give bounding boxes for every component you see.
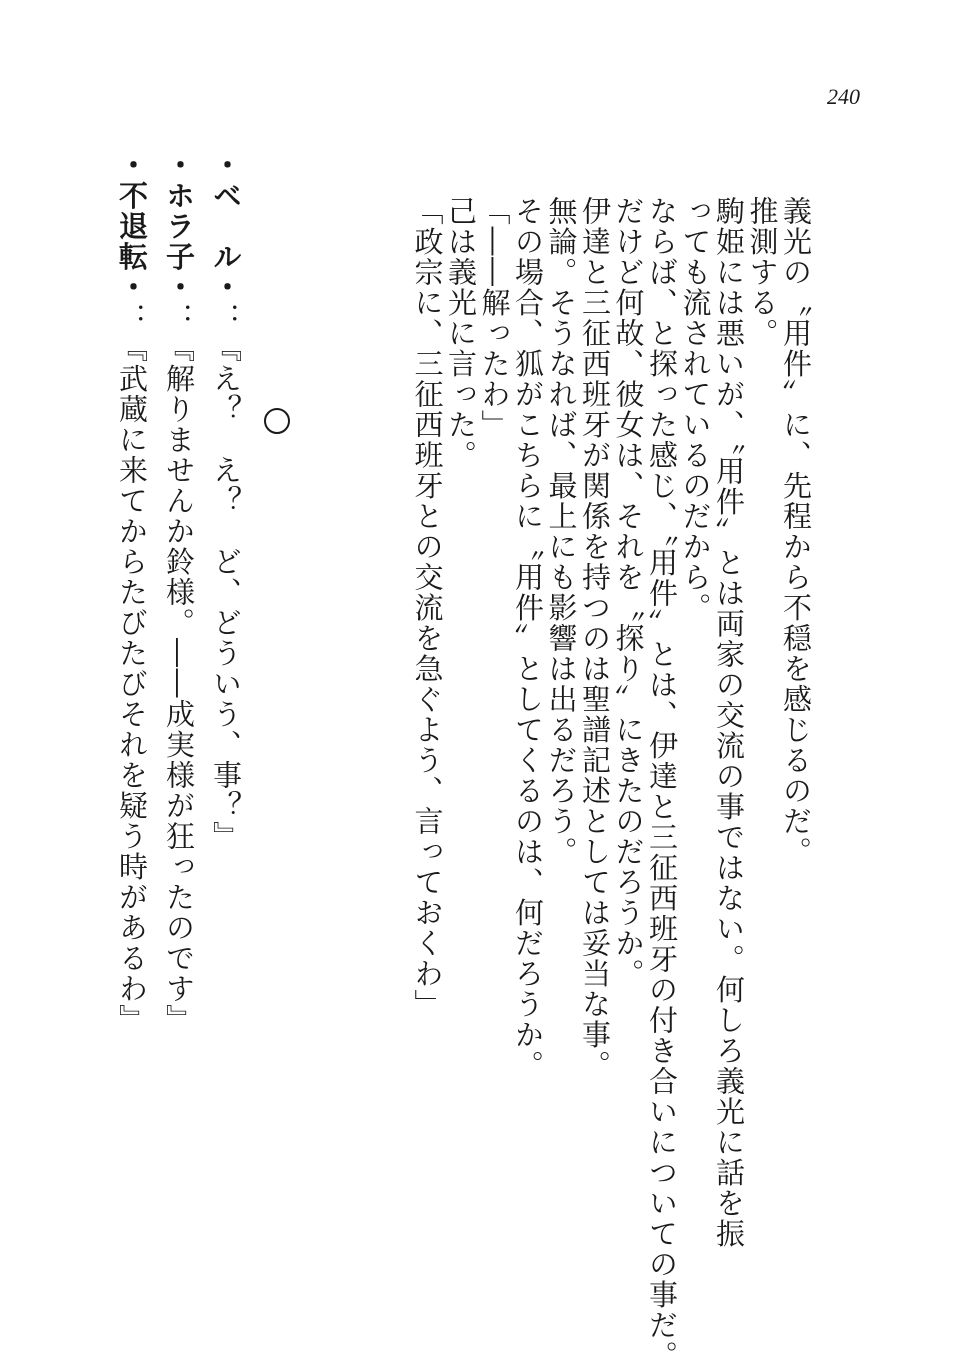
page-number: 240	[827, 84, 860, 109]
paragraph: ならば、と探った感じ、〝用件〟とは、伊達と三征西班牙の付き合いについての事だ。	[645, 196, 679, 1371]
dialogue: 「政宗に、三征西班牙との交流を急ぐよう、言っておくわ」	[410, 196, 445, 1020]
chat-message: ：『武蔵に来てからたびたびそれを疑う時があるわ』	[115, 302, 149, 1035]
paragraph: 義光の〝用件〟に、先程から不穏を感じるのだ。	[779, 196, 813, 867]
paragraph: 無論。そうなれば、最上にも影響は出るだろう。	[544, 196, 579, 867]
chat-speaker: ・不退転・	[115, 150, 149, 303]
dialogue: 「――解ったわ」	[477, 196, 512, 440]
paragraph: 駒姫には悪いが、〝用件〟とは両家の交流の事ではない。何しろ義光に話を振っても流されているのだから。	[678, 196, 746, 1249]
chat-speaker: ・ベ ル・	[209, 150, 243, 303]
paragraph: 伊達と三征西班牙が関係を持つのは聖譜記述としては妥当な事。	[578, 196, 612, 1081]
body-text	[410, 196, 813, 1371]
paragraph: 推測する。	[745, 196, 780, 349]
chat-message: ：『解りませんか鈴様。――成実様が狂ったのです』	[162, 302, 196, 1035]
chat-log	[108, 150, 249, 1300]
paragraph: 己は義光に言った。	[444, 196, 478, 471]
chat-line	[108, 150, 155, 1300]
paragraph: その場合、狐がこちらに〝用件〟としてくるのは、何だろうか。	[511, 196, 545, 1081]
chat-line	[155, 150, 202, 1300]
chat-speaker: ・ホラ子・	[162, 150, 196, 303]
scene-break-circle	[264, 408, 290, 434]
paragraph: だけど何故、彼女は、それを〝探り〟にきたのだろうか。	[611, 196, 646, 989]
chat-message: ：『え？ え？ ど、どういう、事？』	[209, 302, 243, 852]
chat-line	[202, 150, 249, 1300]
